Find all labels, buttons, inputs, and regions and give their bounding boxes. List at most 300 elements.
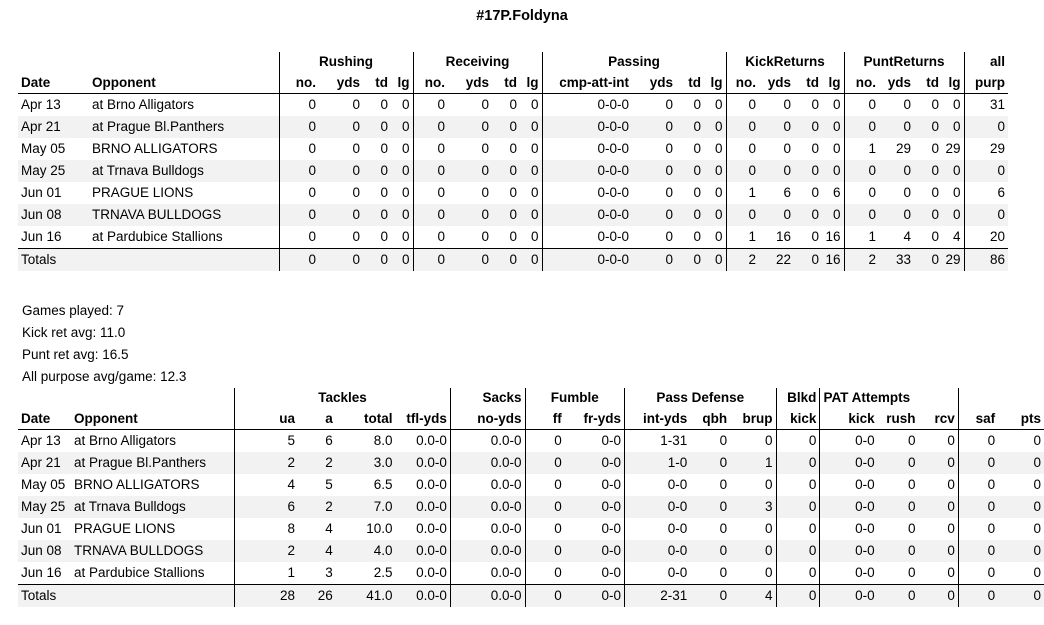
- stat-cell: 0: [665, 97, 673, 112]
- empty-header-cell: [18, 52, 279, 72]
- opponent-name: at Pardubice Stallions: [73, 565, 205, 580]
- game-date: Jun 08: [18, 204, 89, 226]
- stat-cell: 0: [942, 160, 964, 182]
- stat-cell: 0: [759, 160, 794, 182]
- stat-cell: 0: [914, 116, 942, 138]
- stat-cell: 0: [676, 116, 704, 138]
- table-row: [18, 138, 1008, 160]
- table-row: [18, 518, 1044, 540]
- opponent-name: at Prague Bl.Panthers: [71, 452, 235, 474]
- column-group-header: Tackles: [235, 388, 451, 408]
- stat-cell: 0: [509, 229, 517, 244]
- stat-cell: 0: [525, 430, 565, 453]
- stat-cell: 0-0: [625, 518, 691, 540]
- stat-cell: 0: [765, 433, 773, 448]
- stat-cell: 0: [530, 229, 539, 244]
- stat-cell: 0: [676, 160, 704, 182]
- stat-cell: 0: [964, 116, 1008, 138]
- stat-cell: 0: [279, 116, 319, 138]
- stat-cell: 0: [690, 496, 730, 518]
- stat-cell: 1: [235, 562, 298, 585]
- stat-cell: 0: [776, 496, 820, 518]
- game-date: Jun 16: [21, 565, 62, 580]
- game-date: Jun 16: [21, 229, 62, 244]
- stat-cell: 0-0: [565, 540, 625, 562]
- stat-cell: 0: [726, 160, 759, 182]
- opponent-name: at Brno Alligators: [92, 97, 195, 112]
- table-row: [18, 430, 1044, 453]
- total-cell: 0.0-0: [450, 585, 525, 608]
- stat-cell: 0.0-0: [416, 433, 447, 448]
- totals-row: [18, 585, 1044, 608]
- table-row: [18, 116, 1008, 138]
- stat-cell: 0: [279, 182, 319, 204]
- stat-cell: 0: [413, 204, 448, 226]
- column-group-header: Receiving: [413, 52, 542, 72]
- stat-cell: 0: [919, 540, 959, 562]
- stat-cell: 0.0-0: [416, 477, 447, 492]
- stat-cell: 0: [783, 141, 791, 156]
- column-header: no.: [413, 72, 448, 94]
- stat-cell: 0: [822, 160, 844, 182]
- stat-cell: 0: [947, 565, 955, 580]
- opponent-name: TRNAVA BULLDOGS: [89, 204, 279, 226]
- stat-cell: 0: [919, 452, 959, 474]
- stat-cell: 6: [832, 185, 841, 200]
- stat-cell: 4: [298, 540, 336, 562]
- game-date: May 05: [21, 477, 66, 492]
- stat-cell: 0: [380, 185, 388, 200]
- stat-cell: 0: [363, 160, 391, 182]
- stat-cell: 0: [832, 97, 841, 112]
- stat-cell: 0: [509, 97, 517, 112]
- column-header: yds: [319, 72, 363, 94]
- stat-cell: 0-0: [601, 433, 621, 448]
- stat-cell: 0: [693, 229, 701, 244]
- total-cell: 0: [391, 249, 413, 272]
- stat-cell: 0: [279, 94, 319, 117]
- table-row: [18, 204, 1008, 226]
- column-header: ua: [235, 408, 298, 430]
- stat-cell: 6: [325, 433, 333, 448]
- stat-cell: 0: [776, 452, 820, 474]
- stat-cell: 1-0: [625, 452, 691, 474]
- stat-cell: 0: [481, 97, 489, 112]
- stat-cell: 0: [931, 97, 939, 112]
- stat-cell: 0: [704, 204, 726, 226]
- stat-cell: 0-0-0: [542, 182, 632, 204]
- column-header: kick: [820, 408, 878, 430]
- stat-cell: 2.5: [373, 565, 393, 580]
- column-header: ff: [525, 408, 565, 430]
- stat-cell: 5: [325, 477, 333, 492]
- stat-cell: 0-0: [601, 565, 621, 580]
- stat-cell: 31: [964, 94, 1008, 117]
- column-header: no-yds: [450, 408, 525, 430]
- total-cell: 29: [942, 249, 964, 272]
- total-cell: 0: [690, 585, 730, 608]
- column-header: qbh: [690, 408, 730, 430]
- opponent-name: BRNO ALLIGATORS: [92, 141, 218, 156]
- stat-cell: 0: [958, 518, 998, 540]
- opponent-name: at Pardubice Stallions: [92, 229, 223, 244]
- stat-cell: 0: [413, 160, 448, 182]
- column-group-header: PuntReturns: [844, 52, 964, 72]
- stat-cell: 0: [844, 182, 879, 204]
- stat-cell: 0: [794, 116, 822, 138]
- column-header: Opponent: [71, 408, 235, 430]
- stat-cell: 0: [319, 204, 363, 226]
- column-group-header: all: [964, 52, 1008, 72]
- stat-cell: 0: [632, 204, 676, 226]
- stat-cell: 0: [481, 185, 489, 200]
- column-group-header: Sacks: [450, 388, 525, 408]
- column-header: lg: [822, 72, 844, 94]
- stat-cell: 1-31: [625, 430, 691, 453]
- stat-cell: 0: [665, 229, 673, 244]
- stat-cell: 29: [964, 138, 1008, 160]
- game-date: Apr 13: [21, 433, 61, 448]
- stat-cell: 0: [525, 540, 565, 562]
- total-cell: 0: [363, 249, 391, 272]
- stat-cell: 0: [520, 116, 542, 138]
- stat-cell: 8.0: [373, 433, 393, 448]
- column-header: no.: [279, 72, 319, 94]
- stat-cell: 0: [380, 97, 388, 112]
- column-header: no.: [726, 72, 759, 94]
- offense-stats-table: [18, 52, 1008, 271]
- stat-cell: 2: [235, 452, 298, 474]
- column-header: td: [794, 72, 822, 94]
- stat-cell: 0: [879, 116, 914, 138]
- total-cell: 0: [919, 585, 959, 608]
- game-date: Jun 01: [21, 185, 62, 200]
- stat-cell: 0: [693, 97, 701, 112]
- total-cell: 0: [958, 585, 998, 608]
- stat-cell: 0-0: [820, 518, 878, 540]
- stat-cell: 0-0: [820, 474, 878, 496]
- table-row: [18, 452, 1044, 474]
- stat-cell: 7.0: [336, 496, 396, 518]
- stat-cell: 0-0: [820, 562, 878, 585]
- stat-cell: 0: [530, 97, 539, 112]
- column-header: tfl-yds: [395, 408, 450, 430]
- stat-cell: 0: [448, 204, 492, 226]
- kick-return-average: Kick ret avg: 11.0: [22, 325, 126, 340]
- column-header-row: [18, 72, 1008, 94]
- column-header: a: [298, 408, 336, 430]
- stat-cell: 0.0-0: [450, 562, 525, 585]
- column-group-header: KickReturns: [726, 52, 844, 72]
- stat-cell: 0: [765, 477, 773, 492]
- column-header: fr-yds: [565, 408, 625, 430]
- column-header: Date: [18, 408, 71, 430]
- stat-cell: 0.0-0: [450, 430, 525, 453]
- stat-cell: 0.0-0: [395, 452, 450, 474]
- stat-cell: 3: [730, 496, 776, 518]
- stat-cell: 0: [811, 185, 819, 200]
- table-row: [18, 182, 1008, 204]
- stat-cell: 1: [844, 226, 879, 249]
- stat-cell: 0: [822, 116, 844, 138]
- stat-cell: 1: [844, 138, 879, 160]
- column-header: td: [363, 72, 391, 94]
- stat-cell: 0: [759, 204, 794, 226]
- stat-cell: 0: [413, 116, 448, 138]
- stat-cell: 0: [726, 116, 759, 138]
- total-cell: 0: [525, 585, 565, 608]
- stat-cell: 0: [448, 160, 492, 182]
- opponent-name: TRNAVA BULLDOGS: [71, 540, 235, 562]
- column-header: int-yds: [625, 408, 691, 430]
- total-cell: 0-0: [565, 585, 625, 608]
- column-header: lg: [391, 72, 413, 94]
- stat-cell: 0: [811, 141, 819, 156]
- stat-cell: 0: [719, 433, 728, 448]
- stat-cell: 0: [759, 116, 794, 138]
- total-cell: 4: [730, 585, 776, 608]
- stat-cell: 0: [908, 433, 916, 448]
- stat-cell: 0: [811, 97, 819, 112]
- stat-cell: 0: [964, 160, 1008, 182]
- stat-cell: 0: [380, 229, 388, 244]
- stat-cell: 10.0: [366, 521, 393, 536]
- stat-cell: 0: [509, 141, 517, 156]
- total-cell: 0.0-0: [395, 585, 450, 608]
- stat-cell: 0: [878, 452, 919, 474]
- table-row: [18, 474, 1044, 496]
- stat-cell: 0.0-0: [450, 518, 525, 540]
- stat-cell: 0: [958, 474, 998, 496]
- stat-cell: 0: [401, 141, 410, 156]
- stat-cell: 0: [530, 141, 539, 156]
- total-cell: 0: [914, 249, 942, 272]
- stat-cell: 0: [525, 562, 565, 585]
- stat-cell: 6: [964, 182, 1008, 204]
- totals-row: [18, 249, 1008, 272]
- stat-cell: 5: [235, 430, 298, 453]
- total-cell: 2: [726, 249, 759, 272]
- total-cell: 0: [448, 249, 492, 272]
- stat-cell: 0: [958, 430, 998, 453]
- stat-cell: 0: [844, 204, 879, 226]
- stat-cell: 0: [908, 565, 916, 580]
- column-header: no.: [844, 72, 879, 94]
- stat-cell: 0: [391, 116, 413, 138]
- total-cell: 33: [879, 249, 914, 272]
- column-header: td: [676, 72, 704, 94]
- column-header: td: [492, 72, 520, 94]
- group-header-row: [18, 388, 1044, 408]
- stat-cell: 0: [908, 477, 916, 492]
- opponent-name: at Prague Bl.Panthers: [89, 116, 279, 138]
- total-cell: 0: [492, 249, 520, 272]
- total-cell: 0: [520, 249, 542, 272]
- total-cell: 0: [676, 249, 704, 272]
- total-cell: 0: [413, 249, 448, 272]
- stat-cell: 0: [509, 185, 517, 200]
- stat-cell: 0: [931, 229, 939, 244]
- stat-cell: 6.5: [373, 477, 393, 492]
- game-date: Apr 21: [18, 116, 89, 138]
- opponent-name: BRNO ALLIGATORS: [73, 477, 200, 492]
- stat-cell: 0: [794, 160, 822, 182]
- column-header: lg: [942, 72, 964, 94]
- stat-cell: 0: [776, 474, 820, 496]
- stat-cell: 2: [298, 496, 336, 518]
- stat-cell: 0: [413, 94, 448, 117]
- column-group-header: Pass Defense: [625, 388, 777, 408]
- stat-cell: 0: [363, 204, 391, 226]
- stat-cell: 16: [775, 229, 791, 244]
- total-cell: 0: [794, 249, 822, 272]
- stat-cell: 0: [632, 116, 676, 138]
- stat-cell: 0.0-0: [395, 496, 450, 518]
- stat-cell: 0: [481, 141, 489, 156]
- stat-cell: 0: [665, 185, 673, 200]
- punt-return-average: Punt ret avg: 16.5: [22, 347, 129, 362]
- total-cell: [89, 249, 279, 272]
- stat-cell: 6: [235, 496, 298, 518]
- stat-cell: 0.0-0: [395, 540, 450, 562]
- total-cell: 0-0: [820, 585, 878, 608]
- stat-cell: 0: [714, 185, 723, 200]
- total-cell: 2-31: [625, 585, 691, 608]
- stat-cell: 0: [958, 562, 998, 585]
- column-header: saf: [958, 408, 998, 430]
- stat-cell: 0: [363, 116, 391, 138]
- stat-cell: 0: [998, 452, 1044, 474]
- stat-cell: 0: [492, 116, 520, 138]
- column-header: yds: [448, 72, 492, 94]
- stat-cell: 0: [903, 185, 911, 200]
- stat-cell: 0-0-0: [542, 116, 632, 138]
- totals-label: Totals: [18, 249, 89, 272]
- stat-cell: 0: [714, 141, 723, 156]
- game-date: May 25: [18, 160, 89, 182]
- season-summary: [22, 300, 186, 388]
- stat-cell: 0: [352, 185, 360, 200]
- stat-cell: 0: [279, 226, 319, 249]
- stat-cell: 0: [714, 229, 723, 244]
- stat-cell: 0: [958, 540, 998, 562]
- stat-cell: 0: [391, 204, 413, 226]
- stat-cell: 0: [391, 160, 413, 182]
- stat-cell: 0: [878, 496, 919, 518]
- stat-cell: 0: [730, 540, 776, 562]
- stat-cell: 0: [914, 160, 942, 182]
- stat-cell: 0: [794, 204, 822, 226]
- stat-cell: 0: [931, 185, 939, 200]
- total-cell: 26: [298, 585, 336, 608]
- stat-cell: 0.0-0: [450, 474, 525, 496]
- total-cell: 0: [998, 585, 1044, 608]
- stat-cell: 0: [525, 496, 565, 518]
- stat-cell: 0-0: [601, 477, 621, 492]
- stat-cell: 0: [319, 160, 363, 182]
- stat-cell: 0: [964, 204, 1008, 226]
- stat-cell: 0-0: [820, 430, 878, 453]
- column-header: lg: [520, 72, 542, 94]
- stat-cell: 0: [690, 452, 730, 474]
- column-header: Opponent: [89, 72, 279, 94]
- stat-cell: 20: [964, 226, 1008, 249]
- column-header: rush: [878, 408, 919, 430]
- stat-cell: 29: [945, 141, 961, 156]
- stat-cell: 0: [942, 204, 964, 226]
- stat-cell: 0: [919, 496, 959, 518]
- stat-cell: 0: [665, 141, 673, 156]
- stat-cell: 0: [947, 477, 955, 492]
- stat-cell: 4: [325, 521, 333, 536]
- stat-cell: 0-0: [625, 496, 691, 518]
- column-header: lg: [704, 72, 726, 94]
- stat-cell: 0: [413, 182, 448, 204]
- column-group-header: Blkd: [776, 388, 820, 408]
- opponent-name: at Brno Alligators: [73, 433, 177, 448]
- stat-cell: 0-0: [820, 452, 878, 474]
- stat-cell: 0: [879, 160, 914, 182]
- stat-cell: 0: [1033, 521, 1041, 536]
- column-header: yds: [759, 72, 794, 94]
- stat-cell: 0: [719, 477, 728, 492]
- opponent-name: PRAGUE LIONS: [92, 185, 194, 200]
- total-cell: 0: [279, 249, 319, 272]
- total-cell: [71, 585, 235, 608]
- stat-cell: 0-0-0: [542, 204, 632, 226]
- table-row: [18, 496, 1044, 518]
- stat-cell: 0: [947, 521, 955, 536]
- stat-cell: 0: [879, 204, 914, 226]
- games-played: Games played: 7: [22, 303, 125, 318]
- table-row: [18, 562, 1044, 585]
- stat-cell: 0: [481, 229, 489, 244]
- stat-cell: 0: [947, 433, 955, 448]
- stat-cell: 0.0-0: [450, 452, 525, 474]
- stat-cell: 0: [714, 97, 723, 112]
- column-header: yds: [879, 72, 914, 94]
- stat-cell: 0: [413, 138, 448, 160]
- game-date: Apr 21: [18, 452, 71, 474]
- group-header-row: [18, 52, 1008, 72]
- stat-cell: 0: [931, 141, 939, 156]
- game-date: May 25: [18, 496, 71, 518]
- stat-cell: 0-0: [625, 474, 691, 496]
- stat-cell: 0-0: [625, 562, 691, 585]
- stat-cell: 0: [783, 97, 791, 112]
- empty-header-cell: [958, 388, 1044, 408]
- stat-cell: 4: [952, 229, 961, 244]
- stat-cell: 0-0: [601, 521, 621, 536]
- stat-cell: 1: [730, 452, 776, 474]
- column-header: cmp-att-int: [542, 72, 632, 94]
- game-date: Jun 08: [18, 540, 71, 562]
- column-header: td: [914, 72, 942, 94]
- stat-cell: 2: [298, 452, 336, 474]
- total-cell: 0: [632, 249, 676, 272]
- stat-cell: 0.0-0: [450, 540, 525, 562]
- stat-cell: 0: [380, 141, 388, 156]
- column-group-header: Passing: [542, 52, 726, 72]
- stat-cell: 0: [952, 185, 961, 200]
- stat-cell: 0: [690, 540, 730, 562]
- stat-cell: 0: [908, 521, 916, 536]
- stat-cell: 0: [401, 97, 410, 112]
- stat-cell: 0: [492, 204, 520, 226]
- stat-cell: 0: [448, 116, 492, 138]
- stat-cell: 16: [825, 229, 841, 244]
- stat-cell: 0: [1033, 477, 1041, 492]
